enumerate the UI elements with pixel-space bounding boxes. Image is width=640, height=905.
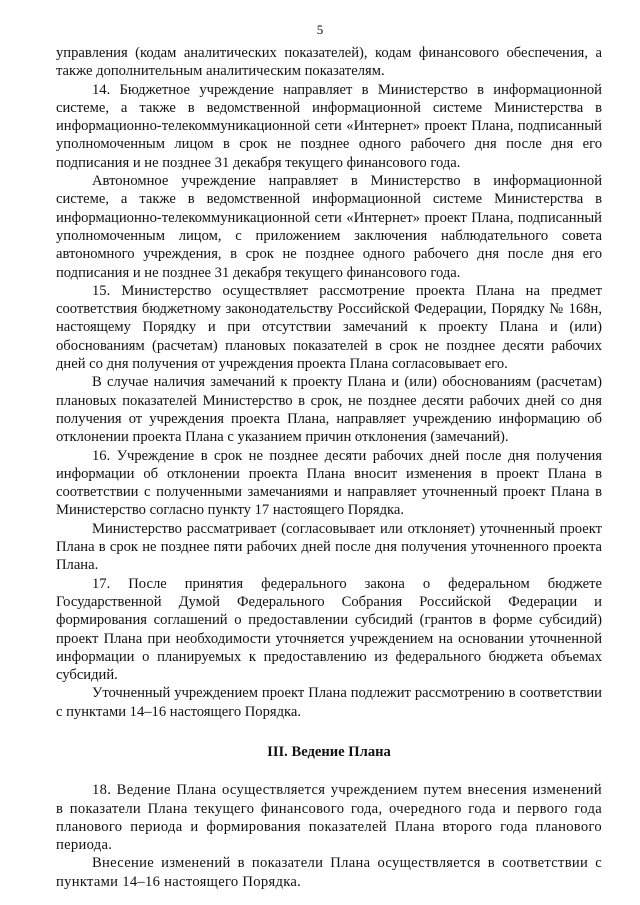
- paragraph: 16. Учреждение в срок не позднее десяти рабочих дней после дня получения информации об отклонении проекта Плана вносит изменения в проект Плана в соответствии с полученными замечаниями и направляет уточненный проект Плана в Министерство согласно пункту 17 настоящего Порядка.: [56, 447, 602, 519]
- paragraph: управления (кодам аналитических показателей), кодам финансового обеспечения, а также дополнительным аналитическим показателям.: [56, 45, 602, 80]
- paragraph: Уточненный учреждением проект Плана подлежит рассмотрению в соответствии с пунктами 14–16 настоящего Порядка.: [56, 685, 602, 720]
- paragraph: В случае наличия замечаний к проекту Плана и (или) обоснованиям (расчетам) плановых показателей Министерство в срок, не позднее десяти рабочих дней со дня получения от учреждения проекта Плана, направляет учреждению информацию об отклонении проекта Плана с указанием причин отклонения (замечаний).: [56, 374, 602, 446]
- paragraph: Министерство рассматривает (согласовывает или отклоняет) уточненный проект Плана в срок не позднее пяти рабочих дней после дня получения уточненного проекта Плана.: [56, 520, 602, 574]
- document-body: [56, 44, 602, 891]
- paragraph: 18. Ведение Плана осуществляется учреждением путем внесения изменений в показатели Плана текущего финансового года, очередного года и первого года планового периода и формирования показателей Плана второго года планового периода.: [56, 782, 602, 854]
- paragraph: 17. После принятия федерального закона о федеральном бюджете Государственной Думой Федерального Собрания Российской Федерации и формирования соглашений о предоставлении субсидий (грантов в форме субсидий) проект Плана при необходимости уточняется учреждением на основании уточненной информации о планируемых к предоставлению из федерального бюджета объемах субсидий.: [56, 575, 602, 684]
- paragraph: Автономное учреждение направляет в Министерство в информационной системе, а также в ведомственной информационной системе Министерства в информационно-телекоммуникационной сети «Интернет» проект Плана, подписанный уполномоченным лицом, с приложением заключения наблюдательного совета автономного учреждения, в срок не позднее одного рабочего дня после дня его подписания и не позднее 31 декабря текущего финансового года.: [56, 173, 602, 281]
- paragraph: 15. Министерство осуществляет рассмотрение проекта Плана на предмет соответствия бюджетному законодательству Российской Федерации, Порядку № 168н, настоящему Порядку и при отсутствии замечаний к проекту Плана и (или) обоснованиям (расчетам) плановых показателей в срок не позднее десяти рабочих дней со дня получения от учреждения проекта Плана согласовывает его.: [56, 282, 602, 373]
- paragraph: 14. Бюджетное учреждение направляет в Министерство в информационной системе, а также в ведомственной информационной системе Министерства в информационно-телекоммуникационной сети «Интернет» проект Плана, подписанный уполномоченным лицом в срок не позднее одного рабочего дня после дня его подписания и не позднее 31 декабря текущего финансового года.: [56, 81, 602, 171]
- paragraph: Внесение изменений в показатели Плана осуществляется в соответствии с пунктами 14–16 настоящего Порядка.: [56, 855, 602, 890]
- section-heading: III. Ведение Плана: [267, 743, 391, 760]
- page-number: 5: [316, 22, 324, 37]
